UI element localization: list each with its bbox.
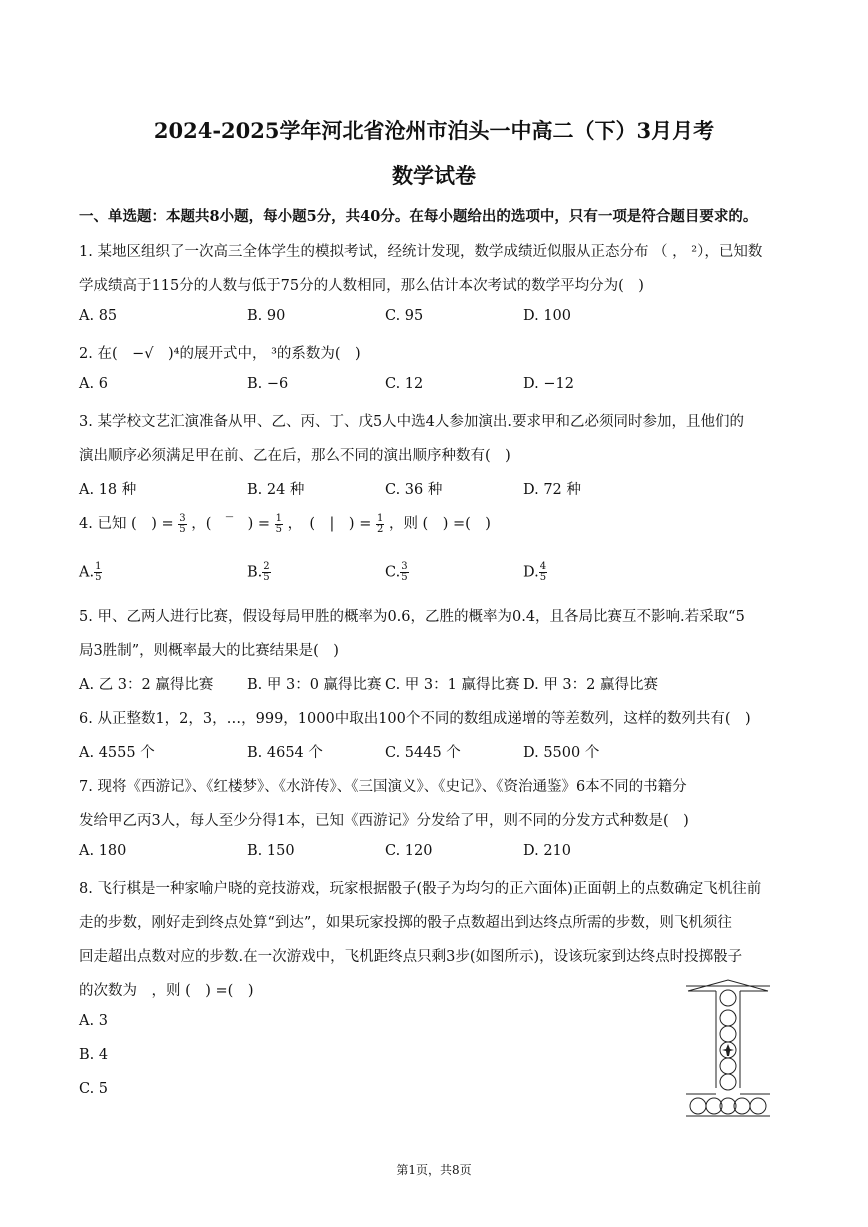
q8-line4: 的次数为 ，则 ( ) =( ) <box>79 983 254 999</box>
q8-line2: 走的步数，刚好走到终点处算“到达”，如果玩家投掷的骰子点数超出到达终点所需的步数，则飞机须往 <box>79 915 732 931</box>
q4-option-d-den: 5 <box>539 572 547 583</box>
q4-f3-num: 1 <box>376 512 384 524</box>
q5-option-b: B. 甲 3：0 赢得比赛 <box>247 677 382 693</box>
q6-line1: 6. 从正整数1，2，3，…，999，1000中取出100个不同的数组成递增的等差数列，这样的数列共有( ) <box>79 711 751 727</box>
q4-option-a <box>79 562 102 583</box>
q8-option-b: B. 4 <box>79 1047 109 1063</box>
q4-line1 <box>79 512 491 535</box>
q2-option-c: C. 12 <box>385 376 424 392</box>
q4-option-a-num: 1 <box>95 561 102 572</box>
q4-fraction-3 <box>376 514 384 535</box>
q5-option-a: A. 乙 3：2 赢得比赛 <box>79 677 214 693</box>
q3-line1: 3. 某学校文艺汇演准备从甲、乙、丙、丁、戊5人中选4人参加演出.要求甲和乙必须同时参加，且他们的 <box>79 414 744 430</box>
q4-mid2: ， ( | ) = <box>287 516 372 532</box>
q7-line2: 发给甲乙丙3人，每人至少分得1本，已知《西游记》分发给了甲，则不同的分发方式种数是( ) <box>79 813 689 829</box>
q2-option-b: B. −6 <box>247 376 289 392</box>
q6-option-d: D. 5500 个 <box>523 745 600 761</box>
q1-option-a: A. 85 <box>79 308 118 324</box>
q3-line2: 演出顺序必须满足甲在前、乙在后，那么不同的演出顺序种数有( ) <box>79 448 511 464</box>
q3-option-d: D. 72 种 <box>523 482 581 498</box>
q4-option-c-den: 5 <box>401 572 408 583</box>
q4-suffix: ，则 ( ) =( ) <box>388 516 491 532</box>
section-heading: 一、单选题：本题共8小题，每小题5分，共40分。在每小题给出的选项中，只有一项是符合题目要求的。 <box>79 208 758 225</box>
q7-option-c: C. 120 <box>385 843 433 859</box>
plane-icon <box>722 1044 734 1056</box>
q4-option-b-fraction <box>262 562 270 583</box>
q4-option-d <box>523 562 547 583</box>
q5-line2: 局3胜制”，则概率最大的比赛结果是( ) <box>79 643 339 659</box>
q2-line1: 2. 在( −√ )⁴的展开式中， ³的系数为( ) <box>79 346 361 362</box>
q3-option-a: A. 18 种 <box>79 482 137 498</box>
q5-option-c: C. 甲 3：1 赢得比赛 <box>385 677 520 693</box>
q4-option-a-den: 5 <box>95 572 102 583</box>
q4-option-b-label: B. <box>247 564 263 581</box>
q7-line1: 7. 现将《西游记》、《红楼梦》、《水浒传》、《三国演义》、《史记》、《资治通鉴》6本不同的书籍分 <box>79 779 687 795</box>
q4-option-b-den: 5 <box>263 572 270 583</box>
q5-line1: 5. 甲、乙两人进行比赛，假设每局甲胜的概率为0.6，乙胜的概率为0.4，且各局比赛互不影响.若采取“5 <box>79 609 745 625</box>
q1-option-d: D. 100 <box>523 308 572 324</box>
q7-option-b: B. 150 <box>247 843 295 859</box>
page-footer: 第1页，共8页 <box>396 1163 472 1177</box>
q7-option-d: D. 210 <box>523 843 572 859</box>
q4-option-d-num: 4 <box>539 561 547 572</box>
q4-option-c-num: 3 <box>401 561 408 572</box>
q2-option-a: A. 6 <box>79 376 108 392</box>
q5-option-d: D. 甲 3：2 赢得比赛 <box>523 677 658 693</box>
q7-option-a: A. 180 <box>79 843 127 859</box>
q6-option-c: C. 5445 个 <box>385 745 461 761</box>
q4-fraction-1 <box>178 514 186 535</box>
q2-option-d: D. −12 <box>523 376 574 392</box>
q1-line2: 学成绩高于115分的人数与低于75分的人数相同，那么估计本次考试的数学平均分为( ) <box>79 278 644 294</box>
q4-option-b-num: 2 <box>263 561 270 572</box>
q8-line3: 回走超出点数对应的步数.在一次游戏中，飞机距终点只剩3步(如图所示)，设该玩家到达终点时投掷骰子 <box>79 949 743 965</box>
exam-title: 2024-2025学年河北省沧州市泊头一中高二（下）3月月考 <box>153 118 715 143</box>
q1-option-c: C. 95 <box>385 308 424 324</box>
q4-option-d-fraction <box>539 562 547 583</box>
q4-f2-den: 5 <box>275 523 283 535</box>
q8-line1: 8. 飞行棋是一种家喻户晓的竞技游戏，玩家根据骰子(骰子为均匀的正六面体)正面朝上的点数确定飞机往前 <box>79 881 762 897</box>
q4-f2-num: 1 <box>275 512 283 524</box>
q4-option-c-label: C. <box>385 564 401 581</box>
q8-option-c: C. 5 <box>79 1081 109 1097</box>
q4-option-a-label: A. <box>79 564 95 581</box>
q3-option-b: B. 24 种 <box>247 482 305 498</box>
q4-f3-den: 2 <box>376 523 384 535</box>
q1-option-b: B. 90 <box>247 308 286 324</box>
q4-option-c-fraction <box>400 562 408 583</box>
q4-f1-num: 3 <box>179 512 186 524</box>
q4-option-b <box>247 562 271 583</box>
flight-chess-board-figure <box>686 978 770 1120</box>
q3-option-c: C. 36 种 <box>385 482 443 498</box>
q4-f1-den: 5 <box>179 523 186 535</box>
q4-option-d-label: D. <box>523 564 539 581</box>
q4-mid1: ，( ‾ ) = <box>191 516 271 532</box>
q8-option-a: A. 3 <box>79 1013 108 1029</box>
exam-subtitle: 数学试卷 <box>392 163 476 188</box>
q4-option-c <box>385 562 409 583</box>
q6-option-b: B. 4654 个 <box>247 745 323 761</box>
q4-fraction-2 <box>275 514 283 535</box>
q4-option-a-fraction <box>94 562 102 583</box>
q4-prefix: 4. 已知 ( ) = <box>79 516 174 532</box>
q6-option-a: A. 4555 个 <box>79 745 155 761</box>
q1-line1: 1. 某地区组织了一次高三全体学生的模拟考试，经统计发现，数学成绩近似服从正态分布 （ ， ²），已知数 <box>79 244 763 260</box>
